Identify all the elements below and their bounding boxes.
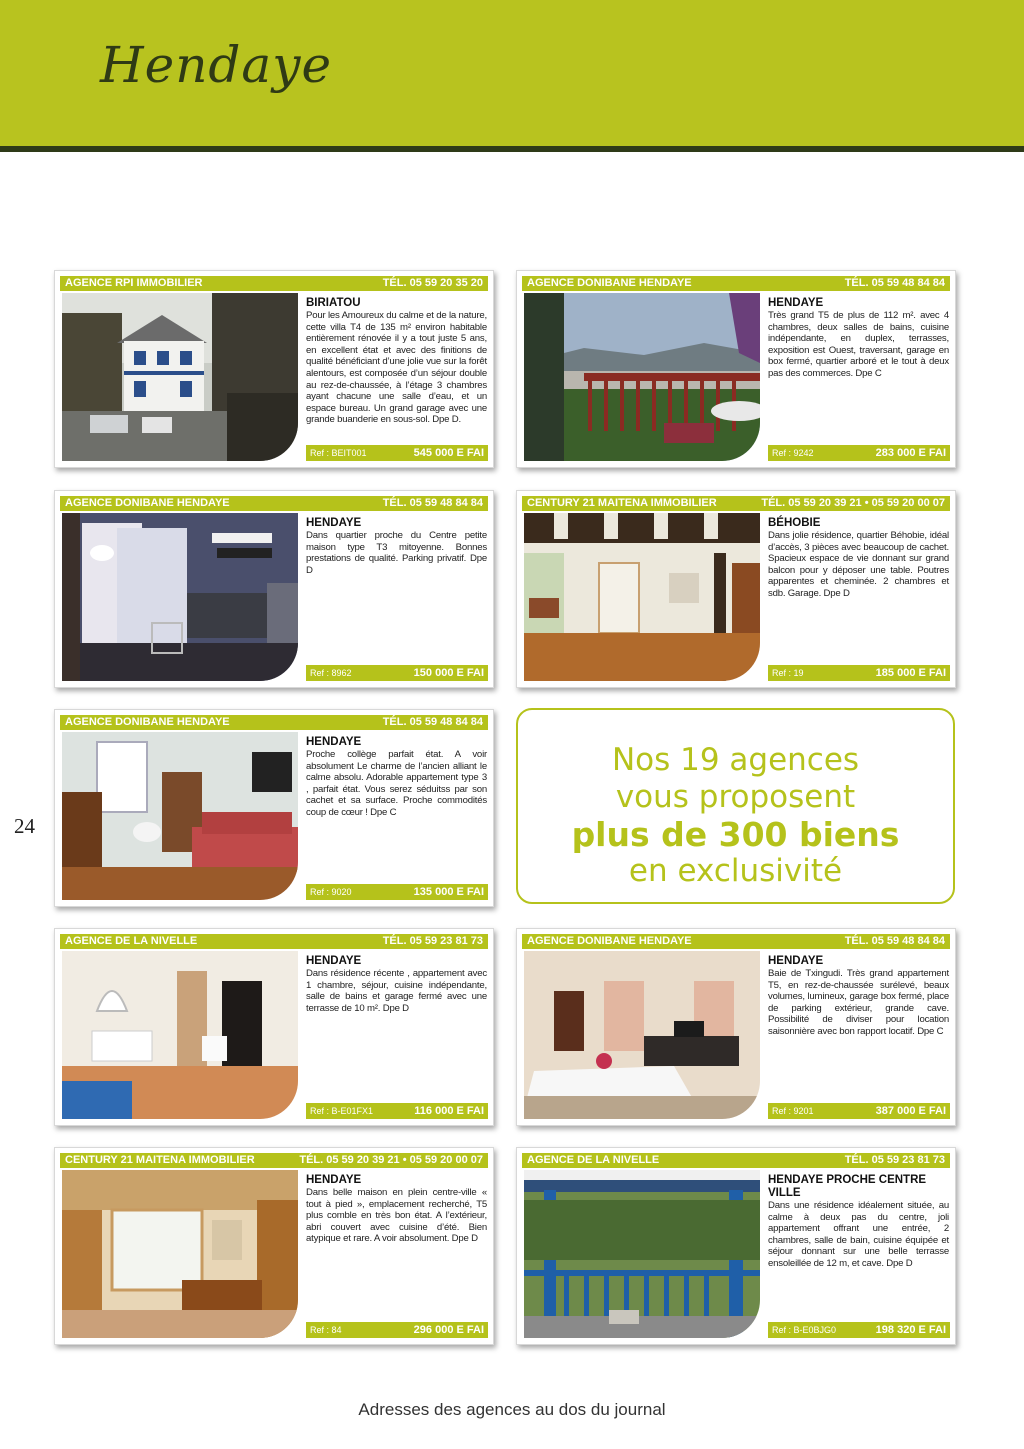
listing-card[interactable] [54, 490, 494, 688]
listing-price: 198 320 E FAI [875, 1324, 946, 1336]
kitchen-dining-photo[interactable] [62, 1170, 298, 1338]
promo-line-2: vous proposent [615, 779, 856, 815]
listing-city: HENDAYE [306, 517, 362, 529]
agency-name: AGENCE RPI IMMOBILIER [65, 277, 203, 289]
listing-ref: Ref : 8962 [310, 668, 352, 678]
agency-phone: TÉL. 05 59 48 84 84 [844, 277, 945, 289]
beamed-room-photo[interactable] [524, 513, 760, 681]
house-exterior-photo[interactable] [62, 293, 298, 461]
listing-price: 150 000 E FAI [413, 667, 484, 679]
promo-line-4: en exclusivité [628, 853, 843, 889]
agency-name: CENTURY 21 MAITENA IMMOBILIER [65, 1154, 255, 1166]
footer-note: Adresses des agences au dos du journal [358, 1400, 666, 1419]
listing-city: BÉHOBIE [768, 517, 821, 529]
agency-phone: TÉL. 05 59 23 81 73 [382, 935, 483, 947]
listing-header [60, 934, 488, 949]
listing-header [60, 496, 488, 511]
listing-footer [768, 445, 950, 461]
listing-city: HENDAYE [306, 1174, 362, 1186]
listing-card[interactable] [516, 490, 956, 688]
agency-phone: TÉL. 05 59 48 84 84 [382, 716, 483, 728]
agency-name: CENTURY 21 MAITENA IMMOBILIER [527, 497, 717, 509]
listing-header [60, 1153, 488, 1168]
listing-ref: Ref : 84 [310, 1325, 342, 1335]
listing-ref: Ref : BEIT001 [310, 448, 367, 458]
listing-city: HENDAYE PROCHE CENTRE VILLE [768, 1174, 927, 1199]
agency-name: AGENCE DE LA NIVELLE [527, 1154, 660, 1166]
listing-price: 545 000 E FAI [413, 447, 484, 459]
listing-city: BIRIATOU [306, 297, 361, 309]
listing-city: HENDAYE [768, 955, 824, 967]
dining-living-room-photo[interactable] [524, 951, 760, 1119]
listing-header [60, 715, 488, 730]
listing-price: 387 000 E FAI [875, 1105, 946, 1117]
listing-card[interactable] [516, 270, 956, 468]
listing-description: Dans belle maison en plein centre-ville « tout à pied », emplacement recherché, T5 plus comble en très bon état. A l’extérieur, abri couvert avec cuisine d’été. Bien atypique et rare. A voir absolument. Dpe D [306, 1187, 487, 1245]
listing-header [60, 276, 488, 291]
listing-ref: Ref : 9242 [772, 448, 814, 458]
listing-card[interactable] [54, 928, 494, 1126]
agency-phone: TÉL. 05 59 23 81 73 [844, 1154, 945, 1166]
listing-header [522, 934, 950, 949]
listing-header [522, 496, 950, 511]
listing-header [522, 1153, 950, 1168]
listing-ref: Ref : 9020 [310, 887, 352, 897]
listing-description: Dans résidence récente , appartement avec 1 chambre, séjour, cuisine indépendante, salle de bains et garage fermé avec une terrasse de 10 m². Dpe D [306, 968, 487, 1014]
listing-footer [768, 1322, 950, 1338]
listing-footer [306, 665, 488, 681]
listing-city: HENDAYE [768, 297, 824, 309]
tiled-room-photo[interactable] [62, 951, 298, 1119]
promo-box [516, 708, 955, 904]
listing-price: 185 000 E FAI [875, 667, 946, 679]
terrace-view-photo[interactable] [524, 293, 760, 461]
listing-price: 296 000 E FAI [413, 1324, 484, 1336]
agency-name: AGENCE DONIBANE HENDAYE [527, 277, 692, 289]
listing-card[interactable] [54, 270, 494, 468]
agency-phone: TÉL. 05 59 20 39 21 • 05 59 20 00 07 [299, 1154, 483, 1166]
listing-price: 283 000 E FAI [875, 447, 946, 459]
listing-description: Dans une résidence idéalement située, au calme à deux pas du centre, joli appartement offrant une entrée, 2 chambres, salle de bain, cuisine équipée et séjour donnant sur une belle terrasse ensoleillée de 12 m, et cave. Dpe D [768, 1200, 949, 1269]
listing-description: Proche collège parfait état. A voir absolument Le charme de l’ancien alliant le calme absolu. Adorable appartement type 3 , parfait état. Vous serez séduitss par son cachet et sa surface. Proche commodités coup de cœur ! Dpe C [306, 749, 487, 818]
listing-footer [306, 1322, 488, 1338]
listing-header [522, 276, 950, 291]
listing-city: HENDAYE [306, 955, 362, 967]
listing-description: Pour les Amoureux du calme et de la nature, cette villa T4 de 135 m² environ habitable entièrement rénovée il y a tout juste 5 ans, en excellent état et avec des finitions de qualité bénéficiant d’une jolie vue sur la forêt alentours, est composée d’un séjour double au rez-de-chaussée, à l’étage 3 chambres ayant chacune une salle d’eau, et un espace bureau. Un grand garage avec une grande buanderie en sous-sol. Dpe D. [306, 310, 487, 426]
listing-ref: Ref : 9201 [772, 1106, 814, 1116]
listing-card[interactable] [516, 928, 956, 1126]
listing-description: Baie de Txingudi. Très grand appartement T5, en rez-de-chaussée surélevé, beaux volumes, lumineux, garage box fermé, place de parking extérieur, grande cave. Possibilité de diviser pour location saisonnière avec bon rapport locatif. Dpe C [768, 968, 949, 1037]
agency-name: AGENCE DONIBANE HENDAYE [65, 716, 230, 728]
listing-footer [306, 445, 488, 461]
listing-footer [306, 884, 488, 900]
listing-card[interactable] [516, 1147, 956, 1345]
header-band [0, 0, 1024, 152]
agency-phone: TÉL. 05 59 20 35 20 [382, 277, 483, 289]
agency-phone: TÉL. 05 59 48 84 84 [382, 497, 483, 509]
page-title: Hendaye [100, 36, 333, 94]
listing-footer [768, 1103, 950, 1119]
bright-living-room-photo[interactable] [62, 732, 298, 900]
listing-description: Dans quartier proche du Centre petite maison type T3 mitoyenne. Bonnes prestations de qualité. Parking privatif. Dpe D [306, 530, 487, 576]
agency-phone: TÉL. 05 59 20 39 21 • 05 59 20 00 07 [761, 497, 945, 509]
listing-price: 135 000 E FAI [413, 886, 484, 898]
agency-name: AGENCE DONIBANE HENDAYE [527, 935, 692, 947]
living-room-sofa-photo[interactable] [62, 513, 298, 681]
listing-description: Très grand T5 de plus de 112 m². avec 4 chambres, deux salles de bains, cuisine indépendante, en duplex, terrasses, exposition est Ouest, traversant, garage en box fermé, quartier arboré et le tout à deux pas des commerces. Dpe C [768, 310, 949, 379]
listing-footer [306, 1103, 488, 1119]
listing-card[interactable] [54, 1147, 494, 1345]
promo-line-1: Nos 19 agences [611, 742, 860, 778]
listing-description: Dans jolie résidence, quartier Béhobie, idéal d’accès, 3 pièces avec beaucoup de cachet. Spacieux espace de vie donnant sur grand balcon pour y déposer une table. Poutres apparentes et cheminée. 2 chambres et sdb. Garage. Dpe D [768, 530, 949, 599]
agency-phone: TÉL. 05 59 48 84 84 [844, 935, 945, 947]
listing-footer [768, 665, 950, 681]
promo-line-3: plus de 300 biens [571, 815, 900, 854]
agency-name: AGENCE DONIBANE HENDAYE [65, 497, 230, 509]
agency-name: AGENCE DE LA NIVELLE [65, 935, 198, 947]
blue-terrace-photo[interactable] [524, 1170, 760, 1338]
page-number: 24 [14, 814, 35, 838]
listing-card[interactable] [54, 709, 494, 907]
listing-ref: Ref : B-E01FX1 [310, 1106, 374, 1116]
listing-city: HENDAYE [306, 736, 362, 748]
listing-ref: Ref : 19 [772, 668, 804, 678]
listing-ref: Ref : B-E0BJG0 [772, 1325, 837, 1335]
listing-price: 116 000 E FAI [414, 1105, 484, 1117]
